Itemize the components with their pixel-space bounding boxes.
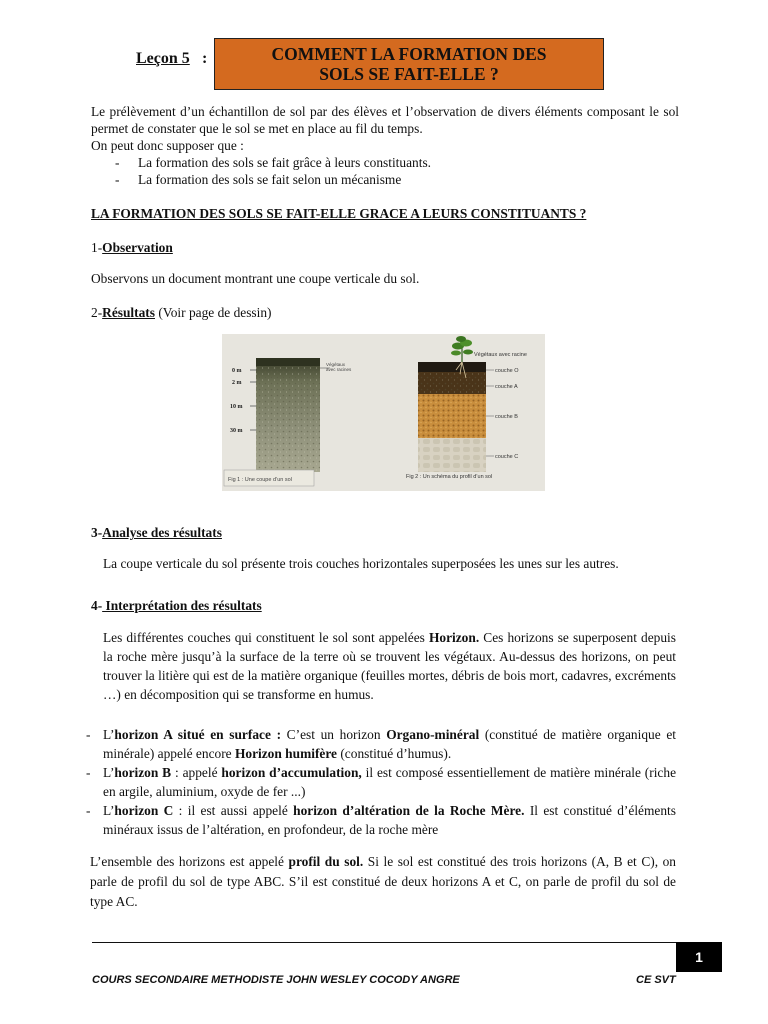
horizon-c-term: horizon C [114, 803, 174, 818]
horizon-alteration-term: horizon d’altération de la Roche Mère. [293, 803, 525, 818]
footer-school: COURS SECONDAIRE METHODISTE JOHN WESLEY COCODY ANGRE [92, 974, 460, 986]
hypothesis-text-1: La formation des sols se fait grâce à leurs constituants. [138, 155, 432, 170]
section-1-text: Observons un document montrant une coupe verticale du sol. [91, 271, 420, 286]
horizon-a-text-1: L’ [103, 727, 115, 742]
horizon-b-term: horizon B [114, 765, 172, 780]
section-1-number: 1- [91, 240, 103, 255]
section-1-heading [91, 239, 679, 256]
profile-text-1: L’ensemble des horizons est appelé [90, 854, 289, 869]
hypothesis-item-2 [115, 171, 679, 188]
bullet-dash: - [115, 155, 120, 170]
fig2-layer-o: couche O [495, 368, 519, 374]
section-4-text-c: Ces horizons se superposent depuis la roche mère jusqu’à la surface de la terre où se trouvent les végétaux. Au-dessus des horizons, on peut trouver la litière qui est de la matière organique (feuilles mortes, débris de bois mort, cadavres, excréments …) en décomposition qui se transforme en humus. [103, 630, 676, 702]
horizon-c-text-3: : il est aussi appelé [173, 803, 294, 818]
section-4-text-a: Les différentes couches qui constituent le sol sont appelées [103, 630, 429, 645]
horizon-accumulation-term: horizon d’accumulation, [221, 765, 362, 780]
horizon-list [86, 725, 676, 839]
footer-subject: CE SVT [636, 974, 676, 986]
section-2-note: (Voir page de dessin) [154, 305, 272, 320]
soil-profile-paragraph [90, 852, 676, 912]
fig1-vegetation-label-1: Végétaux [326, 362, 346, 367]
section-4-heading [91, 597, 679, 614]
fig2-layer-a: couche A [495, 384, 518, 390]
horizon-a-text-3: C’est un horizon [281, 727, 387, 742]
section-1-title: Observation [102, 240, 173, 255]
horizon-a-text-5: (constitué de matière organique et minérale) appelé encore [103, 727, 676, 761]
lesson-title-box [214, 38, 604, 90]
fig2-layer-b: couche B [495, 414, 518, 420]
page-number: 1 [676, 942, 722, 972]
lesson-label: Leçon 5 [136, 50, 190, 67]
horizon-c-text-1: L’ [103, 803, 115, 818]
horizon-b-item [86, 763, 676, 801]
horizon-c-item [86, 801, 676, 839]
section-3-heading [91, 524, 679, 541]
section-3-number: 3- [91, 525, 103, 540]
section-4-title: Interprétation des résultats [102, 598, 262, 613]
lesson-colon: : [202, 50, 208, 67]
fig1-caption: Fig 1 : Une coupe d’un sol [228, 477, 292, 483]
soil-figure [222, 334, 545, 491]
horizon-b-text-5: il est composé essentiellement de matière minérale (riche en argile, aluminium, oxyde de fer ...) [103, 765, 677, 799]
horizon-b-text-1: L’ [103, 765, 115, 780]
horizon-a-term: horizon A situé en surface : [114, 727, 282, 742]
fig2-layer-c: couche C [495, 454, 519, 460]
fig1-vegetation-label-2: avec racines [326, 367, 352, 372]
soil-figure-svg [222, 334, 545, 491]
section-2-heading [91, 304, 679, 321]
fig1-depth-0: 0 m [232, 368, 242, 374]
fig1-depth-3: 30 m [230, 428, 243, 434]
bullet-dash: - [86, 803, 91, 818]
horizon-a-text-7: (constitué d’humus). [337, 746, 452, 761]
horizon-humifere-term: Horizon humifère [234, 746, 337, 761]
organo-mineral-term: Organo-minéral [386, 727, 480, 742]
fig2-vegetation-label: Végétaux avec racine [474, 352, 527, 358]
horizon-c-text-5: Il est constitué d’éléments minéraux issus de l’altération, en profondeur, de la roche mère [103, 803, 676, 837]
main-question: LA FORMATION DES SOLS SE FAIT-ELLE GRACE A LEURS CONSTITUANTS ? [91, 206, 587, 221]
bullet-dash: - [86, 765, 91, 780]
lesson-title-line-1: COMMENT LA FORMATION DES [271, 44, 547, 64]
fig1-depth-2: 10 m [230, 404, 243, 410]
profil-du-sol-term: profil du sol. [288, 854, 364, 869]
hypothesis-item-1 [115, 154, 679, 171]
footer-divider [92, 942, 722, 943]
horizon-term: Horizon. [428, 630, 480, 645]
fig2-caption: Fig 2 : Un schéma du profil d’un sol [406, 474, 493, 480]
intro-block [91, 103, 679, 188]
section-3-title: Analyse des résultats [102, 525, 222, 540]
section-2-number: 2- [91, 305, 103, 320]
bullet-dash: - [86, 727, 91, 742]
section-4-number: 4- [91, 598, 103, 613]
intro-hypothesis-lead: On peut donc supposer que : [91, 138, 244, 153]
lesson-title-line-2: SOLS SE FAIT-ELLE ? [319, 64, 499, 84]
fig1-depth-1: 2 m [232, 380, 242, 386]
intro-paragraph: Le prélèvement d’un échantillon de sol par des élèves et l’observation de divers éléments composant le sol permet de constater que le sol se met en place au fil du temps. [91, 104, 679, 136]
profile-text-3: Si le sol est constitué des trois horizons (A, B et C), on parle de profil du sol de type ABC. S’il est constitué de deux horizons A et C, on parle de profil du sol de type AC. [90, 854, 676, 909]
section-2-title: Résultats [102, 305, 155, 320]
hypothesis-text-2: La formation des sols se fait selon un mécanisme [138, 172, 402, 187]
horizon-a-item [86, 725, 676, 763]
section-4-paragraph [103, 628, 676, 704]
bullet-dash: - [115, 172, 120, 187]
horizon-b-text-3: : appelé [171, 765, 222, 780]
section-3-text: La coupe verticale du sol présente trois couches horizontales superposées les unes sur les autres. [103, 556, 619, 571]
fig1-soil-section [250, 358, 330, 472]
